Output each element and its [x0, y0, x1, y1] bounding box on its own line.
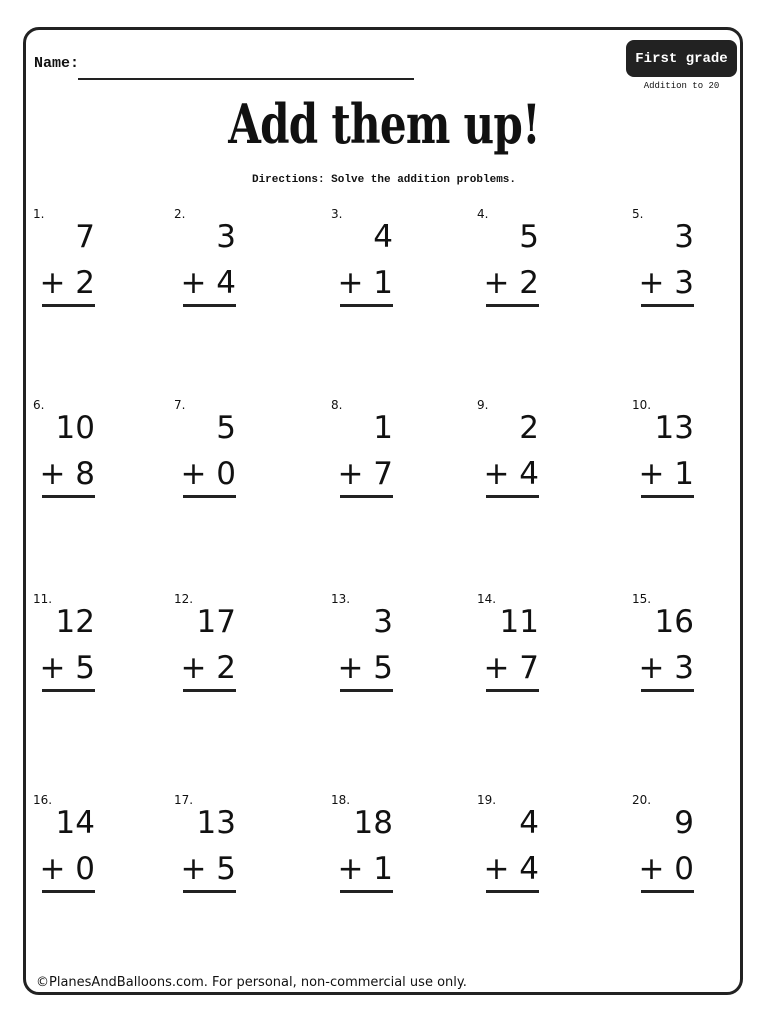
addend-top: 9: [674, 805, 694, 841]
addend-bottom: + 4: [483, 851, 539, 887]
addend-bottom: + 8: [39, 456, 95, 492]
problem-15: [632, 592, 762, 712]
addend-top: 4: [373, 219, 393, 255]
problem-5: [632, 207, 762, 327]
problem-4: [477, 207, 607, 327]
directions: Directions: Solve the addition problems.: [251, 174, 517, 186]
problem-number: 8.: [331, 398, 343, 412]
addend-top: 5: [216, 410, 236, 446]
addend-top: 7: [75, 219, 95, 255]
problem-8: [331, 398, 461, 518]
answer-line[interactable]: [486, 495, 539, 498]
answer-line[interactable]: [486, 689, 539, 692]
problem-2: [174, 207, 304, 327]
addend-top: 3: [373, 604, 393, 640]
problem-16: [33, 793, 163, 913]
addend-top: 4: [519, 805, 539, 841]
addend-bottom: + 0: [39, 851, 95, 887]
problem-19: [477, 793, 607, 913]
name-line[interactable]: [78, 78, 414, 80]
addend-top: 12: [55, 604, 95, 640]
answer-line[interactable]: [340, 304, 393, 307]
addend-bottom: + 0: [180, 456, 236, 492]
answer-line[interactable]: [183, 495, 236, 498]
answer-line[interactable]: [641, 689, 694, 692]
addend-top: 11: [499, 604, 539, 640]
answer-line[interactable]: [486, 890, 539, 893]
problem-17: [174, 793, 304, 913]
addend-bottom: + 1: [337, 265, 393, 301]
answer-line[interactable]: [183, 304, 236, 307]
addend-top: 3: [674, 219, 694, 255]
problem-number: 7.: [174, 398, 186, 412]
problem-number: 13.: [331, 592, 351, 606]
problem-10: [632, 398, 762, 518]
addend-bottom: + 5: [337, 650, 393, 686]
problem-number: 20.: [632, 793, 652, 807]
problem-number: 1.: [33, 207, 45, 221]
addend-bottom: + 5: [39, 650, 95, 686]
problem-1: [33, 207, 163, 327]
answer-line[interactable]: [183, 890, 236, 893]
addend-top: 14: [55, 805, 95, 841]
problem-9: [477, 398, 607, 518]
answer-line[interactable]: [42, 304, 95, 307]
problem-number: 14.: [477, 592, 497, 606]
addend-bottom: + 2: [483, 265, 539, 301]
answer-line[interactable]: [641, 495, 694, 498]
name-label: Name:: [34, 55, 80, 72]
answer-line[interactable]: [42, 495, 95, 498]
problem-11: [33, 592, 163, 712]
addend-top: 1: [373, 410, 393, 446]
problem-13: [331, 592, 461, 712]
addend-top: 17: [196, 604, 236, 640]
answer-line[interactable]: [42, 689, 95, 692]
problem-14: [477, 592, 607, 712]
addend-bottom: + 7: [337, 456, 393, 492]
problem-12: [174, 592, 304, 712]
answer-line[interactable]: [340, 495, 393, 498]
addend-top: 2: [519, 410, 539, 446]
problem-number: 15.: [632, 592, 652, 606]
answer-line[interactable]: [42, 890, 95, 893]
grade-badge-subtitle: Addition to 20: [643, 81, 720, 91]
problem-number: 11.: [33, 592, 53, 606]
addend-bottom: + 4: [483, 456, 539, 492]
problem-20: [632, 793, 762, 913]
footer-copyright: ©PlanesAndBalloons.com. For personal, non-commercial use only.: [36, 975, 467, 990]
answer-line[interactable]: [183, 689, 236, 692]
addend-bottom: + 3: [638, 265, 694, 301]
answer-line[interactable]: [641, 890, 694, 893]
problem-number: 3.: [331, 207, 343, 221]
addend-top: 3: [216, 219, 236, 255]
addend-bottom: + 0: [638, 851, 694, 887]
addend-bottom: + 4: [180, 265, 236, 301]
problem-number: 2.: [174, 207, 186, 221]
addend-bottom: + 3: [638, 650, 694, 686]
addend-bottom: + 5: [180, 851, 236, 887]
problem-3: [331, 207, 461, 327]
problem-7: [174, 398, 304, 518]
addend-top: 16: [654, 604, 694, 640]
addend-top: 10: [55, 410, 95, 446]
answer-line[interactable]: [340, 689, 393, 692]
addend-top: 13: [196, 805, 236, 841]
answer-line[interactable]: [340, 890, 393, 893]
addend-top: 13: [654, 410, 694, 446]
answer-line[interactable]: [641, 304, 694, 307]
problem-6: [33, 398, 163, 518]
problem-18: [331, 793, 461, 913]
page-title: Add them up!: [228, 92, 540, 156]
problem-number: 18.: [331, 793, 351, 807]
problem-number: 16.: [33, 793, 53, 807]
problem-number: 17.: [174, 793, 194, 807]
addend-bottom: + 1: [337, 851, 393, 887]
addend-bottom: + 2: [180, 650, 236, 686]
problem-number: 9.: [477, 398, 489, 412]
answer-line[interactable]: [486, 304, 539, 307]
addend-bottom: + 1: [638, 456, 694, 492]
problem-number: 6.: [33, 398, 45, 412]
addend-top: 18: [353, 805, 393, 841]
problem-number: 4.: [477, 207, 489, 221]
problem-number: 10.: [632, 398, 652, 412]
addend-top: 5: [519, 219, 539, 255]
addend-bottom: + 7: [483, 650, 539, 686]
problem-number: 5.: [632, 207, 644, 221]
problem-number: 12.: [174, 592, 194, 606]
addend-bottom: + 2: [39, 265, 95, 301]
problem-number: 19.: [477, 793, 497, 807]
grade-badge: First grade: [626, 40, 737, 77]
